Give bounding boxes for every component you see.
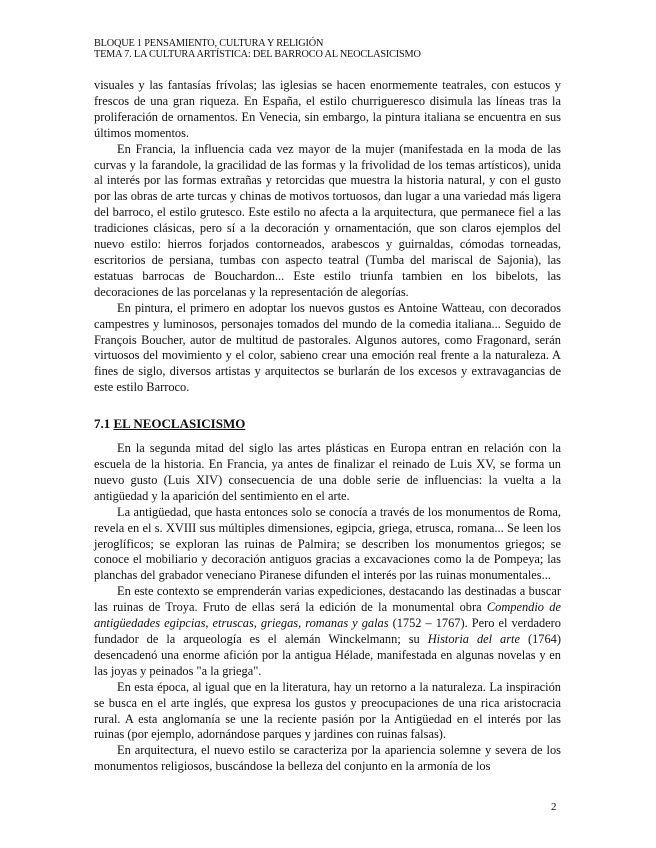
paragraph bbox=[94, 584, 561, 679]
text-run: (1752 – 1767). Pero el verdadero fundador de la arqueología es el alemán Winckelmann; su bbox=[94, 616, 561, 646]
book-title: Compendio de antigüedades egipcias, etruscas, griegas, romanas y galas bbox=[94, 600, 561, 631]
text-run: (1764) desencadenó una enorme afición por la antigua Hélade, manifestada en algunas novelas y en las joyas y peinados "a la griega". bbox=[94, 632, 561, 678]
paragraph: En esta época, al igual que en la literatura, hay un retorno a la naturaleza. La inspiración se busca en el arte inglés, que expresa los gustos y preocupaciones de una rica aristocracia rural. A esta anglomanía se une la reciente pasión por la Antigüedad en el interés por las ruinas (por ejemplo, adornándose parques y jardines con ruinas falsas). bbox=[94, 679, 561, 742]
section-number: 7.1 bbox=[94, 416, 114, 432]
section-title: EL NEOCLASICISMO bbox=[113, 416, 246, 432]
section-heading bbox=[94, 416, 561, 432]
page-header bbox=[94, 38, 421, 60]
paragraph: En Francia, la influencia cada vez mayor de la mujer (manifestada en la moda de las curvas y la farandole, la gracilidad de las formas y la frivolidad de los temas artísticos), unida al interés por las formas extrañas y retorcidas que muestra la historia natural, y con el gusto por las obras de arte turcas y chinas de motivos tortuosos, dan lugar a una variedad más ligera del barroco, el estilo grutesco. Este estilo no afecta a la arquitectura, que permanece fiel a las tradiciones clásicas, pero sí a la decoración y ornamentación, que son claros ejemplos del nuevo estilo: hierros forjados contorneados, arabescos y guirnaldas, cómodas torneadas, escritorios de persiana, tumbas con aspecto teatral (Tumba del mariscal de Sajonia), las estatuas barrocas de Bouchardon... Este estilo triunfa tambien en los bibelots, las decoraciones de las porcelanas y la representación de alegorías. bbox=[94, 141, 561, 299]
document-body bbox=[94, 78, 561, 775]
book-title: Historia del arte bbox=[427, 632, 520, 646]
paragraph: visuales y las fantasías frívolas; las iglesias se hacen enormemente teatrales, con estucos y frescos de una gran riqueza. En España, el estilo churrigueresco disimula las líneas tras la proliferación de ornamentos. En Venecia, sin embargo, la pintura italiana se encuentra en sus últimos momentos. bbox=[94, 78, 561, 140]
paragraph: La antigüedad, que hasta entonces solo se conocía a través de los monumentos de Roma, revela en el s. XVIII sus múltiples dimensiones, egipcia, griega, etrusca, romana... Se leen los jeroglíficos; se exploran las ruinas de Palmira; se describen los monumentos griegos; se conoce el mobiliario y decoración antiguos gracias a excavaciones como la de Pompeya; las planchas del grabador veneciano Piranese difunden el interés por las ruinas monumentales... bbox=[94, 504, 561, 583]
text-run: En este contexto se emprenderán varias expediciones, destacando las destinadas a buscar las ruinas de Troya. Fruto de ellas será la edición de la monumental obra bbox=[94, 584, 561, 615]
paragraph: En arquitectura, el nuevo estilo se caracteriza por la apariencia solemne y severa de los monumentos religiosos, buscándose la belleza del conjunto en la armonía de los bbox=[94, 743, 561, 774]
page-number: 2 bbox=[551, 801, 557, 813]
paragraph: En pintura, el primero en adoptar los nuevos gustos es Antoine Watteau, con decorados campestres y luminosos, personajes tomados del mundo de la comedia italiana... Seguido de François Boucher, autor de multitud de pastorales. Algunos autores, como Fragonard, serán virtuosos del movimiento y el color, sabieno crear una emoción real frente a la naturaleza. A fines de siglo, diversos artistas y arquitectos se burlarán de los excesos y extravagancias de este estilo Barroco. bbox=[94, 300, 561, 395]
header-bloque: BLOQUE 1 PENSAMIENTO, CULTURA Y RELIGIÓN bbox=[94, 38, 324, 49]
header-tema: TEMA 7. LA CULTURA ARTÍSTICA: DEL BARROCO AL NEOCLASICISMO bbox=[94, 49, 421, 60]
paragraph: En la segunda mitad del siglo las artes plásticas en Europa entran en relación con la escuela de la historia. En Francia, ya antes de finalizar el reinado de Luis XV, se forma un nuevo gusto (Luis XIV) consecuencia de una doble serie de influencias: la vuelta a la antigüedad y la aparición del sentimiento en el arte. bbox=[94, 441, 561, 503]
